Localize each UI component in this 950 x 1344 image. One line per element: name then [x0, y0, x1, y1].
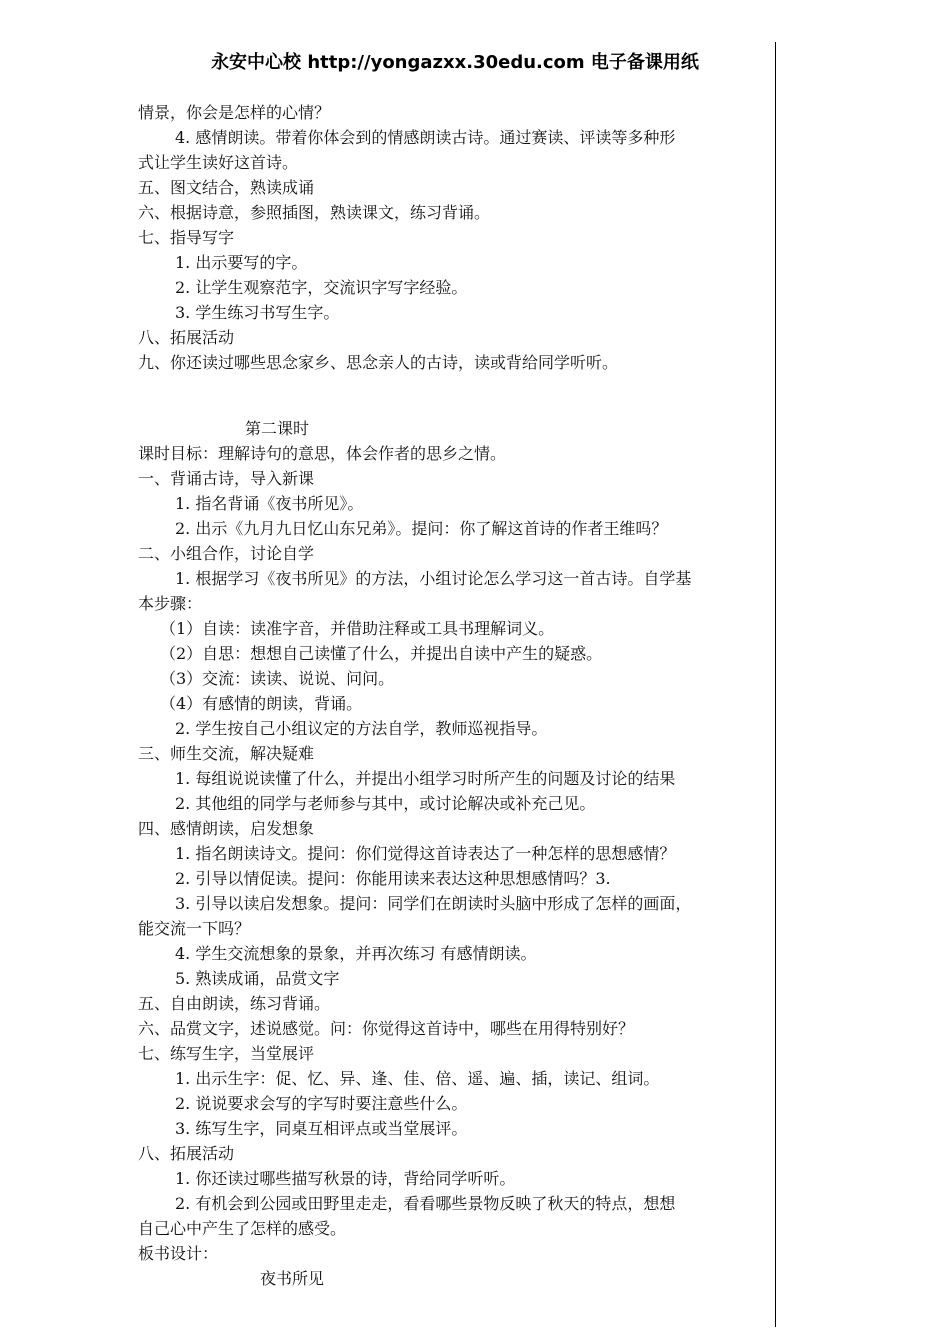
- text-line: 1. 出示要写的字。: [175, 253, 308, 272]
- section-heading: 二、小组合作，讨论自学: [138, 544, 315, 563]
- blank-space: [138, 375, 772, 416]
- text-line: 能交流一下吗？: [138, 919, 251, 938]
- section-heading: 三、师生交流，解决疑难: [138, 744, 315, 763]
- text-line: 自己心中产生了怎样的感受。: [138, 1219, 347, 1238]
- page-header: 永安中心校 http://yongazxx.30edu.com 电子备课用纸: [211, 52, 699, 73]
- text-line: 情景，你会是怎样的心情？: [138, 103, 331, 122]
- text-line: 1. 你还读过哪些描写秋景的诗，背给同学听听。: [175, 1169, 516, 1188]
- text-line: 2. 让学生观察范字，交流识字写字经验。: [175, 278, 468, 297]
- text-line: 4. 感情朗读。带着你体会到的情感朗读古诗。通过赛读、评读等多种形: [175, 128, 676, 147]
- board-design-label: 板书设计：: [138, 1244, 219, 1263]
- text-line: 4. 学生交流想象的景象，并再次练习 有感情朗读。: [175, 944, 537, 963]
- document-body: [138, 100, 772, 1291]
- lesson-goal: 课时目标：理解诗句的意思，体会作者的思乡之情。: [138, 444, 507, 463]
- text-line: 1. 每组说说读懂了什么，并提出小组学习时所产生的问题及讨论的结果: [175, 769, 676, 788]
- text-line: 2. 其他组的同学与老师参与其中，或讨论解决或补充己见。: [175, 794, 596, 813]
- text-line: 1. 根据学习《夜书所见》的方法，小组讨论怎么学习这一首古诗。自学基: [175, 569, 692, 588]
- text-line: 2. 说说要求会写的字写时要注意些什么。: [175, 1094, 468, 1113]
- section-heading: 八、拓展活动: [138, 328, 235, 347]
- text-line: 3. 练写生字，同桌互相评点或当堂展评。: [175, 1119, 468, 1138]
- text-line: 1. 出示生字：促、忆、异、逢、佳、倍、遥、遍、插，读记、组词。: [175, 1069, 660, 1088]
- text-line: （3）交流：读读、说说、问问。: [160, 669, 395, 688]
- section-heading: 七、指导写字: [138, 228, 235, 247]
- section-heading: 九、你还读过哪些思念家乡、思念亲人的古诗，读或背给同学听听。: [138, 353, 619, 372]
- text-line: 2. 有机会到公园或田野里走走，看看哪些景物反映了秋天的特点，想想: [175, 1194, 676, 1213]
- text-line: （1）自读：读准字音，并借助注释或工具书理解词义。: [160, 619, 555, 638]
- section-heading: 六、根据诗意，参照插图，熟读课文，练习背诵。: [138, 203, 491, 222]
- section-heading: 五、自由朗读，练习背诵。: [138, 994, 331, 1013]
- lesson-title: 第二课时: [245, 419, 310, 438]
- text-line: 1. 指名背诵《夜书所见》。: [175, 494, 364, 513]
- text-line: 3. 学生练习书写生字。: [175, 303, 340, 322]
- section-heading: 一、背诵古诗，导入新课: [138, 469, 315, 488]
- text-line: （2）自思：想想自己读懂了什么，并提出自读中产生的疑惑。: [160, 644, 603, 663]
- margin-rule: [775, 42, 776, 1327]
- section-heading: 六、品赏文字，述说感觉。问：你觉得这首诗中，哪些在用得特别好？: [138, 1019, 635, 1038]
- text-line: 式让学生读好这首诗。: [138, 153, 299, 172]
- text-line: 5. 熟读成诵，品赏文字: [175, 969, 340, 988]
- section-heading: 五、图文结合，熟读成诵: [138, 178, 315, 197]
- section-heading: 四、感情朗读，启发想象: [138, 819, 315, 838]
- section-heading: 八、拓展活动: [138, 1144, 235, 1163]
- text-line: 2. 出示《九月九日忆山东兄弟》。提问：你了解这首诗的作者王维吗？: [175, 519, 668, 538]
- board-title: 夜书所见: [260, 1269, 325, 1288]
- text-line: 1. 指名朗读诗文。提问：你们觉得这首诗表达了一种怎样的思想感情？: [175, 844, 676, 863]
- text-line: 2. 引导以情促读。提问：你能用读来表达这种思想感情吗？3.: [175, 869, 611, 888]
- text-line: （4）有感情的朗读，背诵。: [160, 694, 363, 713]
- text-line: 本步骤：: [138, 594, 203, 613]
- text-line: 2. 学生按自己小组议定的方法自学，教师巡视指导。: [175, 719, 548, 738]
- text-line: 3. 引导以读启发想象。提问：同学们在朗读时头脑中形成了怎样的画面，: [175, 894, 692, 913]
- section-heading: 七、练写生字，当堂展评: [138, 1044, 315, 1063]
